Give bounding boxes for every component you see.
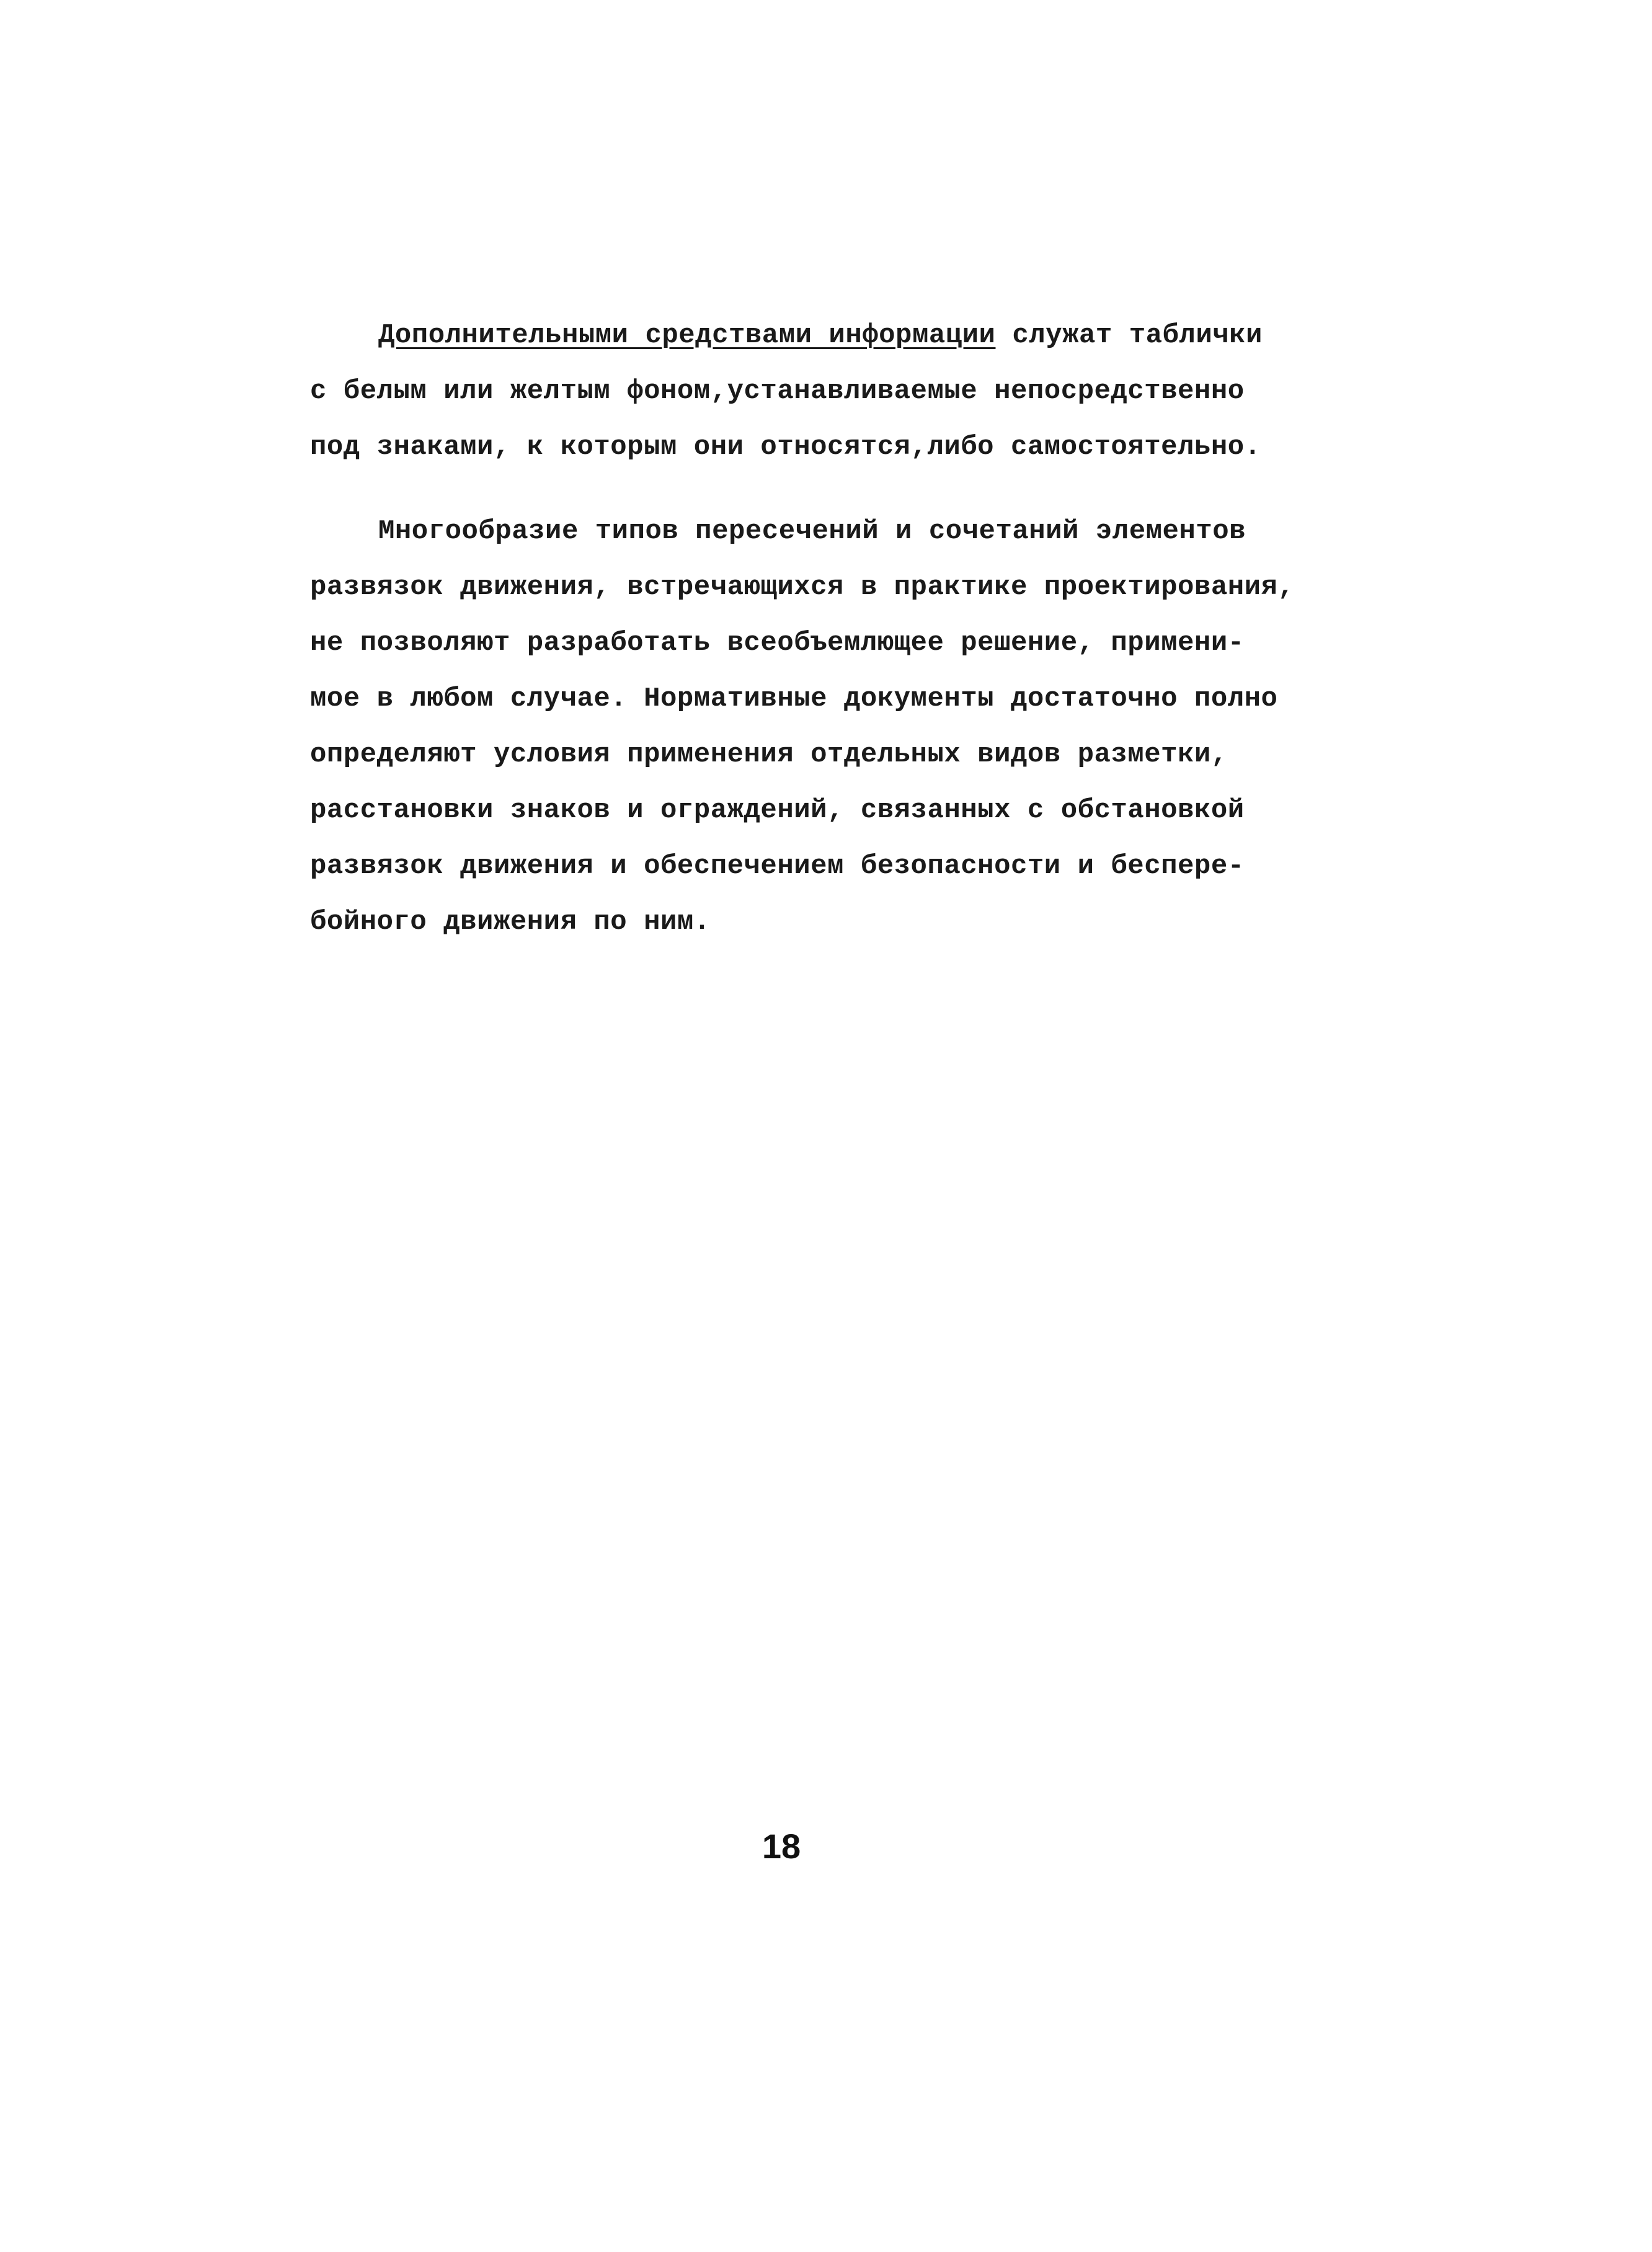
paragraph-2-line-7: развязок движения и обеспечением безопасности и беспере-: [310, 851, 1245, 882]
paragraph-2-line-8: бойного движения по ним.: [310, 907, 711, 938]
paragraph-1-line-1: [310, 308, 1263, 363]
paragraph-2-line-1: Многообразие типов пересечений и сочетаний элементов: [378, 516, 1246, 547]
paragraph-2-line-5: определяют условия применения отдельных видов разметки,: [310, 739, 1228, 770]
paragraph-2-line-4: мое в любом случае. Нормативные документы достаточно полно: [310, 683, 1278, 714]
paragraph-2-line-6: расстановки знаков и ограждений, связанных с обстановкой: [310, 795, 1245, 826]
paragraph-1-line-2: с белым или желтым фоном,устанавливаемые непосредственно: [310, 376, 1245, 407]
paragraph-2-line-2: развязок движения, встречающихся в практике проектирования,: [310, 572, 1295, 603]
paragraph-variety-of-intersections: [310, 503, 1294, 950]
page-number: 18: [762, 1827, 801, 1866]
paragraph-2-line-3: не позволяют разработать всеобъемлющее решение, примени-: [310, 627, 1245, 658]
paragraph-1-line-1-rest: служат таблички: [995, 320, 1263, 351]
paragraph-1-line-3: под знаками, к которым они относятся,либо самостоятельно.: [310, 432, 1261, 463]
underlined-term: Дополнительными средствами информации: [378, 320, 996, 351]
paragraph-additional-info: [310, 308, 1263, 475]
